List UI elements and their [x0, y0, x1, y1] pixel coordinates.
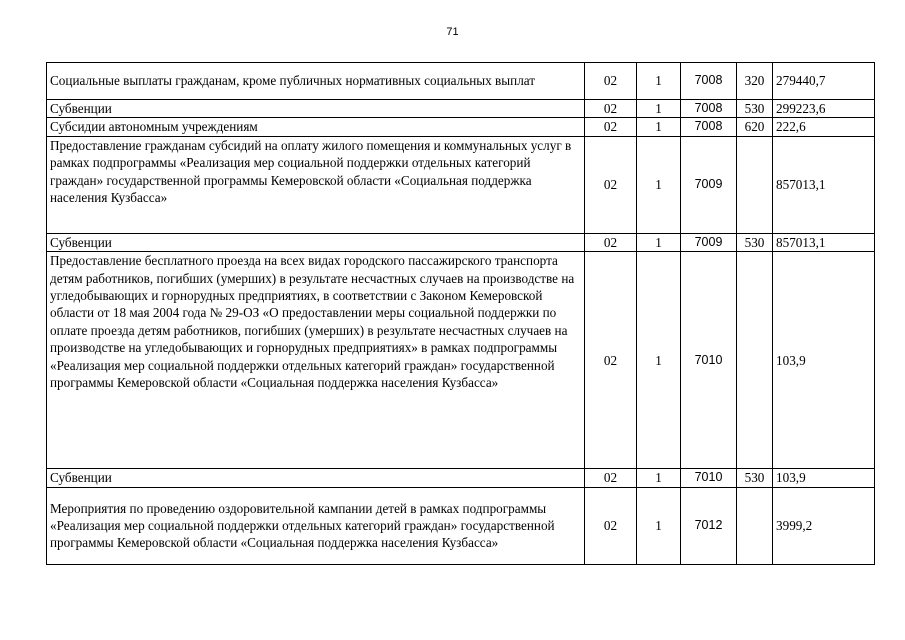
table-row [47, 63, 875, 100]
row-type: 620 [737, 118, 773, 136]
page-number: 71 [446, 26, 459, 38]
row-subsection: 1 [637, 469, 681, 487]
row-subsection: 1 [637, 118, 681, 136]
row-amount: 279440,7 [773, 63, 875, 100]
row-description: Мероприятия по проведению оздоровительной кампании детей в рамках подпрограммы «Реализация мер социальной поддержки отдельных категорий граждан» государственной программы Кемеровской области «Социальная поддержка населения Кузбасса» [47, 487, 585, 564]
row-description: Социальные выплаты гражданам, кроме публичных нормативных социальных выплат [47, 63, 585, 100]
row-amount: 857013,1 [773, 136, 875, 233]
row-description: Субвенции [47, 100, 585, 118]
row-type [737, 136, 773, 233]
row-section: 02 [585, 63, 637, 100]
row-subsection: 1 [637, 63, 681, 100]
budget-table [46, 62, 875, 565]
row-amount: 222,6 [773, 118, 875, 136]
row-type: 320 [737, 63, 773, 100]
table-row [47, 233, 875, 251]
row-code: 7009 [681, 233, 737, 251]
row-section: 02 [585, 118, 637, 136]
row-type: 530 [737, 233, 773, 251]
row-amount: 3999,2 [773, 487, 875, 564]
row-section: 02 [585, 487, 637, 564]
row-section: 02 [585, 252, 637, 469]
row-subsection: 1 [637, 487, 681, 564]
row-section: 02 [585, 469, 637, 487]
row-section: 02 [585, 136, 637, 233]
table-row [47, 118, 875, 136]
row-code: 7009 [681, 136, 737, 233]
row-description: Предоставление гражданам субсидий на оплату жилого помещения и коммунальных услуг в рамках подпрограммы «Реализация мер социальной поддержки отдельных категорий граждан» государственной программы Кемеровской области «Социальная поддержка населения Кузбасса» [47, 136, 585, 233]
row-subsection: 1 [637, 233, 681, 251]
row-amount: 857013,1 [773, 233, 875, 251]
row-type: 530 [737, 469, 773, 487]
row-description: Субвенции [47, 469, 585, 487]
row-section: 02 [585, 233, 637, 251]
table-row [47, 252, 875, 469]
row-amount: 103,9 [773, 469, 875, 487]
row-code: 7008 [681, 118, 737, 136]
row-subsection: 1 [637, 100, 681, 118]
row-type [737, 252, 773, 469]
row-amount: 299223,6 [773, 100, 875, 118]
row-description: Субвенции [47, 233, 585, 251]
row-description: Предоставление бесплатного проезда на всех видах городского пассажирского транспорта детям работников, погибших (умерших) в результате несчастных случаев на производстве на угледобывающих и горнорудных предприятиях, в соответствии с Законом Кемеровской области от 18 мая 2004 года № 29-ОЗ «О предоставлении меры социальной поддержки по оплате проезда детям работников, погибших (умерших) в результате несчастных случаев на производстве на угледобывающих и горнорудных предприятиях» в рамках подпрограммы «Реализация мер социальной поддержки отдельных категорий граждан» государственной программы Кемеровской области «Социальная поддержка населения Кузбасса» [47, 252, 585, 469]
row-code: 7010 [681, 469, 737, 487]
row-type: 530 [737, 100, 773, 118]
table-row [47, 487, 875, 564]
row-type [737, 487, 773, 564]
row-code: 7012 [681, 487, 737, 564]
row-amount: 103,9 [773, 252, 875, 469]
row-subsection: 1 [637, 136, 681, 233]
table-row [47, 100, 875, 118]
row-code: 7008 [681, 63, 737, 100]
row-code: 7008 [681, 100, 737, 118]
row-code: 7010 [681, 252, 737, 469]
table-row [47, 469, 875, 487]
table-row [47, 136, 875, 233]
row-section: 02 [585, 100, 637, 118]
row-subsection: 1 [637, 252, 681, 469]
row-description: Субсидии автономным учреждениям [47, 118, 585, 136]
